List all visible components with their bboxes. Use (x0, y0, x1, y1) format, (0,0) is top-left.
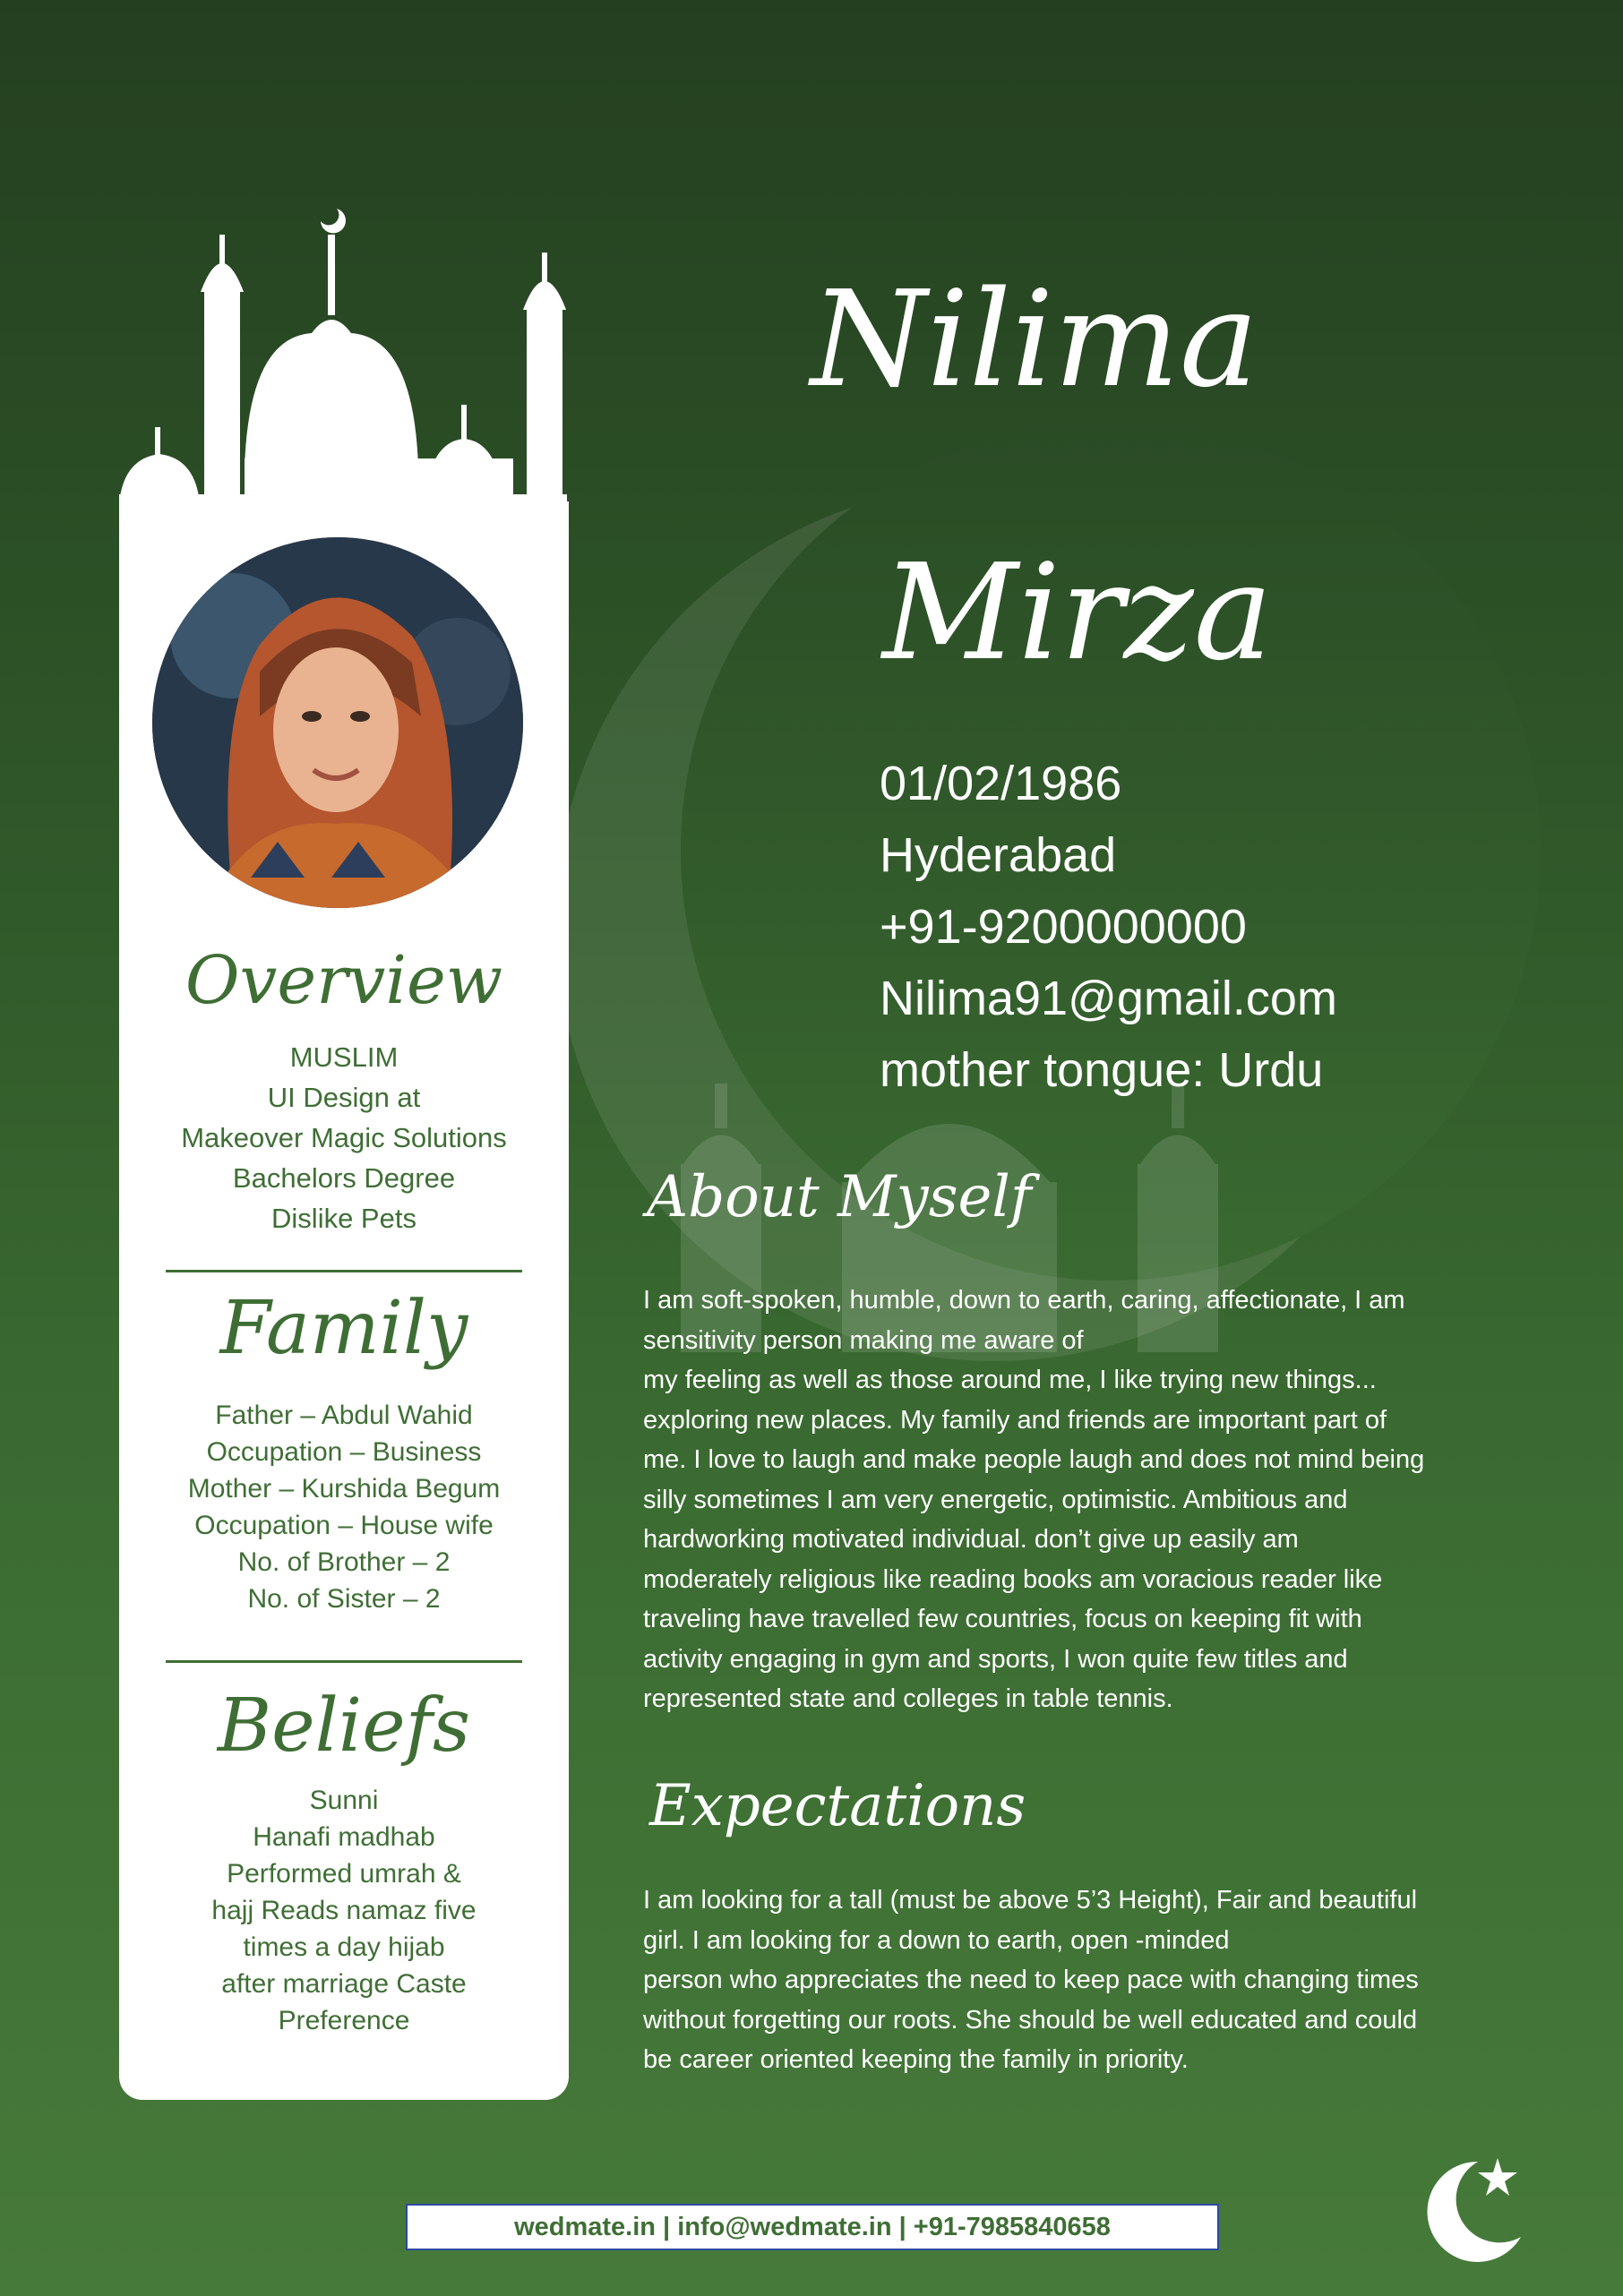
about-line: me. I love to laugh and make people laugh and does not mind being (643, 1445, 1425, 1474)
overview-line: MUSLIM (289, 1041, 399, 1073)
family-line: No. of Brother – 2 (237, 1547, 451, 1577)
expectations-line: person who appreciates the need to keep pace with changing times (643, 1966, 1419, 1994)
last-name: Mirza (882, 535, 1273, 690)
expectations-text (643, 1880, 1539, 2080)
overview-list (119, 1037, 569, 1238)
overview-line: Dislike Pets (271, 1203, 416, 1234)
expectations-line: without forgetting our roots. She should be well educated and could (643, 2005, 1418, 2035)
about-line: exploring new places. My family and friends are important part of (643, 1405, 1387, 1435)
beliefs-title: Beliefs (217, 1683, 471, 1769)
family-title: Family (219, 1286, 468, 1371)
phone: +91-9200000000 (880, 900, 1247, 954)
about-line: silly sometimes I am very energetic, optimistic. Ambitious and (643, 1485, 1348, 1514)
family-line: Occupation – House wife (194, 1511, 494, 1540)
about-text (643, 1281, 1539, 1719)
beliefs-line: Sunni (309, 1786, 379, 1815)
beliefs-line: hajj Reads namaz five (211, 1896, 477, 1925)
beliefs-line: times a day hijab (243, 1932, 445, 1962)
overview-line: UI Design at (267, 1082, 421, 1113)
footer-contact-bar: wedmate.in | info@wedmate.in | +91-7985840658 (406, 2204, 1219, 2250)
expectations-line: be career oriented keeping the family in priority. (643, 2045, 1189, 2074)
family-list (119, 1397, 569, 1617)
about-line: my feeling as well as those around me, I like trying new things... (643, 1366, 1377, 1394)
crescent-star-icon (1415, 2149, 1532, 2266)
overview-line: Makeover Magic Solutions (181, 1122, 507, 1153)
about-line: represented state and colleges in table tennis. (643, 1684, 1173, 1713)
expectations-line: I am looking for a tall (must be above 5’3 Height), Fair and beautiful (643, 1886, 1418, 1915)
family-line: Mother – Kurshida Begum (187, 1474, 501, 1504)
profile-photo (152, 537, 523, 908)
about-line: sensitivity person making me aware of (643, 1325, 1084, 1355)
beliefs-list (119, 1782, 569, 2039)
expectations-title: Expectations (649, 1773, 1026, 1839)
about-line: hardworking motivated individual. don’t give up easily am (643, 1525, 1299, 1554)
family-line: No. of Sister – 2 (247, 1584, 441, 1614)
beliefs-line: after marriage Caste (221, 1969, 467, 1999)
about-line: activity engaging in gym and sports, I won quite few titles and (643, 1644, 1348, 1674)
divider (166, 1270, 522, 1272)
contact-details (880, 748, 1337, 1106)
overview-line: Bachelors Degree (232, 1162, 456, 1194)
about-line: I am soft-spoken, humble, down to earth, caring, affectionate, I am (643, 1286, 1405, 1315)
date-of-birth: 01/02/1986 (880, 757, 1122, 810)
overview-title: Overview (185, 942, 503, 1019)
about-line: traveling have travelled few countries, focus on keeping fit with (643, 1605, 1362, 1633)
divider (166, 1660, 522, 1663)
city: Hyderabad (880, 828, 1117, 882)
email: Nilima91@gmail.com (880, 972, 1337, 1025)
about-line: moderately religious like reading books am voracious reader like (643, 1564, 1383, 1594)
beliefs-line: Hanafi madhab (253, 1822, 435, 1852)
about-title: About Myself (647, 1164, 1032, 1230)
expectations-line: girl. I am looking for a down to earth, open -minded (643, 1925, 1230, 1955)
beliefs-line: Performed umrah & (227, 1859, 461, 1889)
mother-tongue: mother tongue: Urdu (880, 1043, 1324, 1097)
beliefs-line: Preference (278, 2006, 410, 2035)
family-line: Occupation – Business (206, 1437, 482, 1467)
family-line: Father – Abdul Wahid (215, 1401, 473, 1430)
first-name: Nilima (811, 262, 1259, 416)
